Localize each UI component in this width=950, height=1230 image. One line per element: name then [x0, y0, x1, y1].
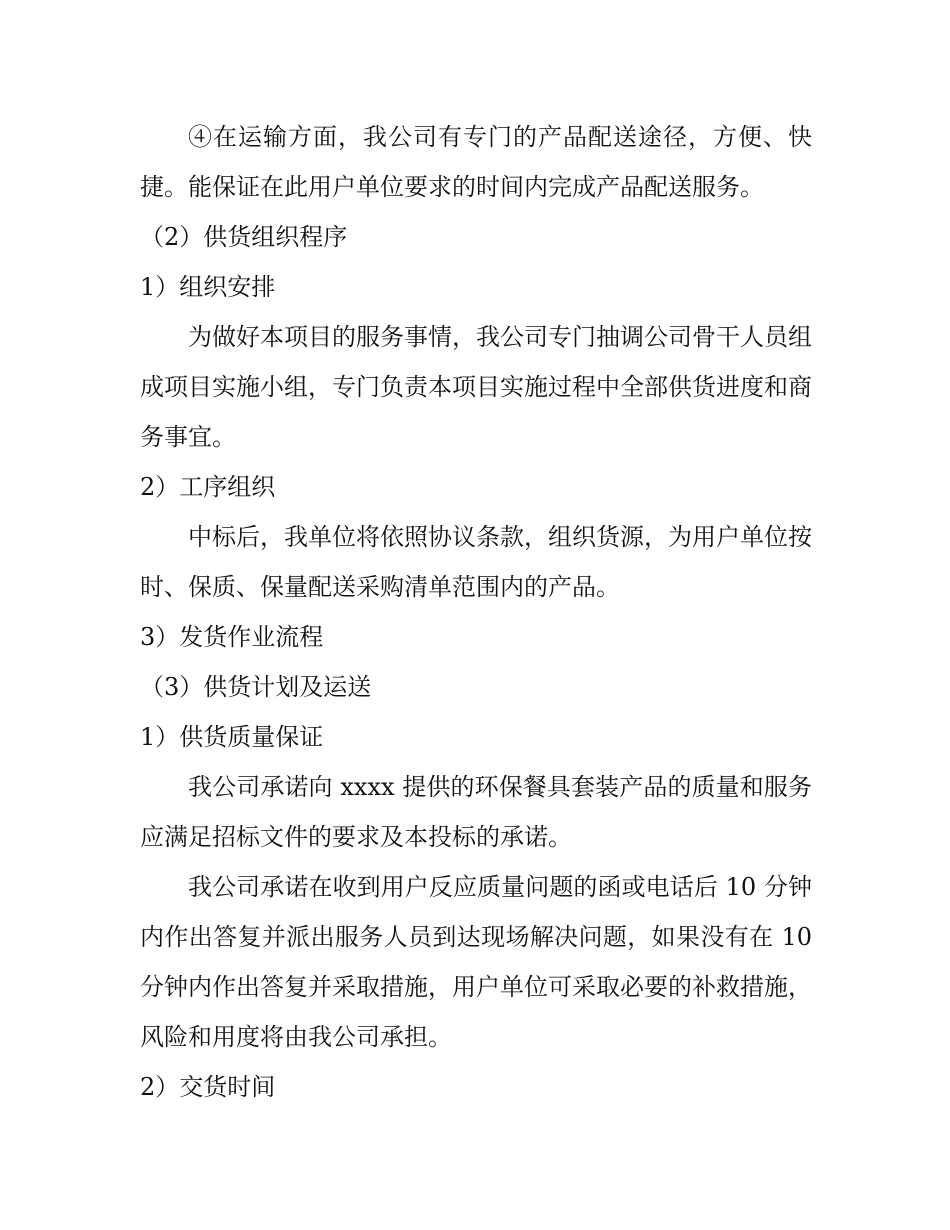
subheading-delivery-time: 2）交货时间 [140, 1073, 276, 1101]
document-body [140, 112, 812, 1112]
paragraph-transport: ④在运输方面，我公司有专门的产品配送途径，方便、快捷。能保证在此用户单位要求的时间内完成产品配送服务。 [140, 123, 812, 201]
subheading-process-organization: 2）工序组织 [140, 473, 276, 501]
section-heading-supply-plan: （3）供货计划及运送 [140, 673, 372, 701]
subheading-quality-assurance: 1）供货质量保证 [140, 723, 324, 751]
section-heading-supply-procedure: （2）供货组织程序 [140, 223, 348, 251]
paragraph-response-commitment: 我公司承诺在收到用户反应质量问题的函或电话后 10 分钟内作出答复并派出服务人员到达现场解决问题，如果没有在 10 分钟内作出答复并采取措施，用户单位可采取必要的补救措施，风险和用度将由我公司承担。 [140, 873, 812, 1051]
paragraph-quality-commitment: 我公司承诺向 xxxx 提供的环保餐具套装产品的质量和服务应满足招标文件的要求及本投标的承诺。 [140, 773, 812, 851]
subheading-organization-arrangement: 1）组织安排 [140, 273, 276, 301]
subheading-shipping-workflow: 3）发货作业流程 [140, 623, 324, 651]
paragraph-after-award: 中标后，我单位将依照协议条款，组织货源，为用户单位按时、保质、保量配送采购清单范围内的产品。 [140, 523, 812, 601]
paragraph-project-team: 为做好本项目的服务事情，我公司专门抽调公司骨干人员组成项目实施小组，专门负责本项目实施过程中全部供货进度和商务事宜。 [140, 323, 812, 451]
